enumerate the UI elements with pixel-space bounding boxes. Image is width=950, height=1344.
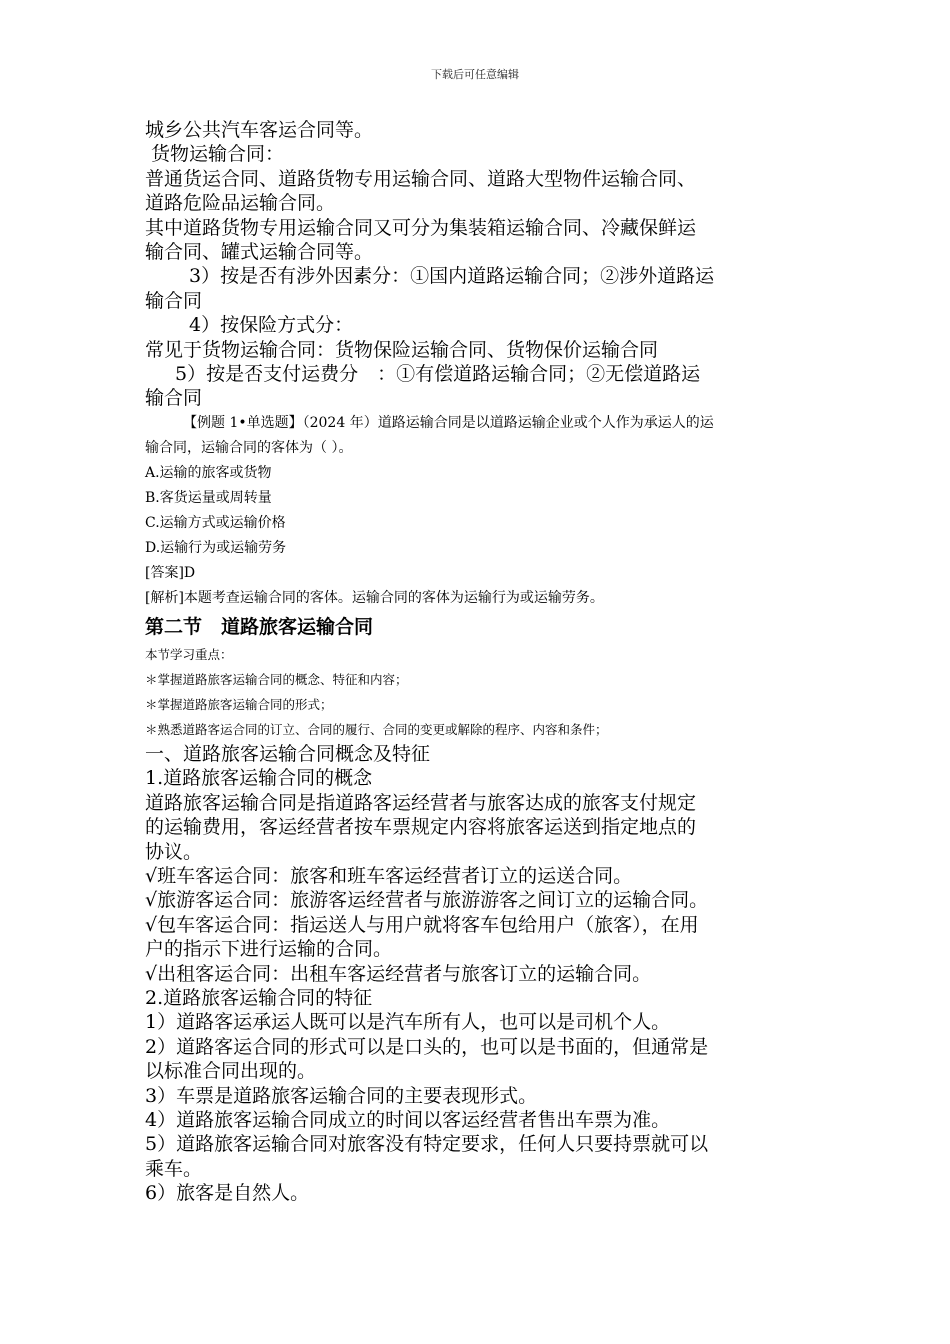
check-item: √班车客运合同：旅客和班车客运经营者订立的运送合同。 [145, 864, 633, 887]
option-a: A.运输的旅客或货物 [145, 464, 272, 481]
text-line: 常见于货物运输合同：货物保险运输合同、货物保价运输合同 [145, 338, 659, 361]
section-title: 第二节 道路旅客运输合同 [145, 615, 374, 638]
text-line: 货物运输合同： [151, 143, 285, 166]
option-c: C.运输方式或运输价格 [145, 514, 286, 531]
focus-item: ＊熟悉道路客运合同的订立、合同的履行、合同的变更或解除的程序、内容和条件； [145, 721, 608, 737]
text-line: 普通货运合同、道路货物专用运输合同、道路大型物件运输合同、 [145, 167, 697, 190]
text-line: 以标准合同出现的。 [145, 1060, 317, 1083]
subheading: 2.道路旅客运输合同的特征 [145, 986, 373, 1009]
focus-label: 本节学习重点： [145, 646, 233, 662]
feature-item: 4）道路旅客运输合同成立的时间以客运经营者售出车票为准。 [145, 1108, 671, 1131]
document-body [145, 118, 810, 1206]
page-header: 下载后可任意编辑 [431, 68, 519, 81]
text-line: 输合同、罐式运输合同等。 [145, 241, 374, 264]
text-line: 道路旅客运输合同是指道路客运经营者与旅客达成的旅客支付规定 [145, 791, 697, 814]
feature-item: 2）道路客运合同的形式可以是口头的，也可以是书面的，但通常是 [145, 1035, 709, 1058]
example-question-line: 【例题 1•单选题】（2024 年）道路运输合同是以道路运输企业或个人作为承运人的运 [183, 414, 714, 431]
text-line: 城乡公共汽车客运合同等。 [145, 119, 374, 141]
feature-item: 3）车票是道路旅客运输合同的主要表现形式。 [145, 1084, 538, 1107]
text-line: 输合同 [145, 387, 203, 410]
subheading: 一、道路旅客运输合同概念及特征 [145, 742, 431, 765]
example-question [145, 411, 810, 461]
feature-item: 1）道路客运承运人既可以是汽车所有人，也可以是司机个人。 [145, 1011, 671, 1034]
answer: [答案]D [145, 564, 196, 581]
example-question-line: 输合同，运输合同的客体为（ ）。 [145, 439, 353, 456]
check-item: √出租客运合同：出租车客运经营者与旅客订立的运输合同。 [145, 962, 652, 985]
option-d: D.运输行为或运输劳务 [145, 539, 287, 556]
check-item: √旅游客运合同：旅游客运经营者与旅游游客之间订立的运输合同。 [145, 889, 709, 912]
check-item: √包车客运合同：指运送人与用户就将客车包给用户（旅客），在用 [145, 913, 699, 936]
subheading: 1.道路旅客运输合同的概念 [145, 767, 373, 790]
text-line: 5）按是否支付运费分 ：①有偿道路运输合同；②无偿道路运 [175, 363, 701, 386]
text-line: 的运输费用，客运经营者按车票规定内容将旅客运送到指定地点的 [145, 816, 697, 839]
text-line: 道路危险品运输合同。 [145, 192, 336, 215]
text-line: 户的指示下进行运输的合同。 [145, 938, 393, 961]
focus-item: ＊掌握道路旅客运输合同的形式； [145, 696, 333, 712]
text-line: 协议。 [145, 840, 203, 863]
feature-item: 5）道路旅客运输合同对旅客没有特定要求，任何人只要持票就可以 [145, 1133, 709, 1156]
analysis: [解析]本题考查运输合同的客体。运输合同的客体为运输行为或运输劳务。 [145, 589, 604, 606]
text-line: 其中道路货物专用运输合同又可分为集装箱运输合同、冷藏保鲜运 [145, 216, 697, 239]
feature-item: 6）旅客是自然人。 [145, 1182, 310, 1205]
text-line: 3）按是否有涉外因素分：①国内道路运输合同；②涉外道路运 [189, 265, 715, 288]
text-line: 4）按保险方式分： [189, 314, 354, 337]
option-b: B.客货运量或周转量 [145, 489, 272, 506]
text-line: 乘车。 [145, 1157, 203, 1180]
focus-item: ＊掌握道路旅客运输合同的概念、特征和内容； [145, 671, 408, 687]
text-line: 输合同 [145, 289, 203, 312]
